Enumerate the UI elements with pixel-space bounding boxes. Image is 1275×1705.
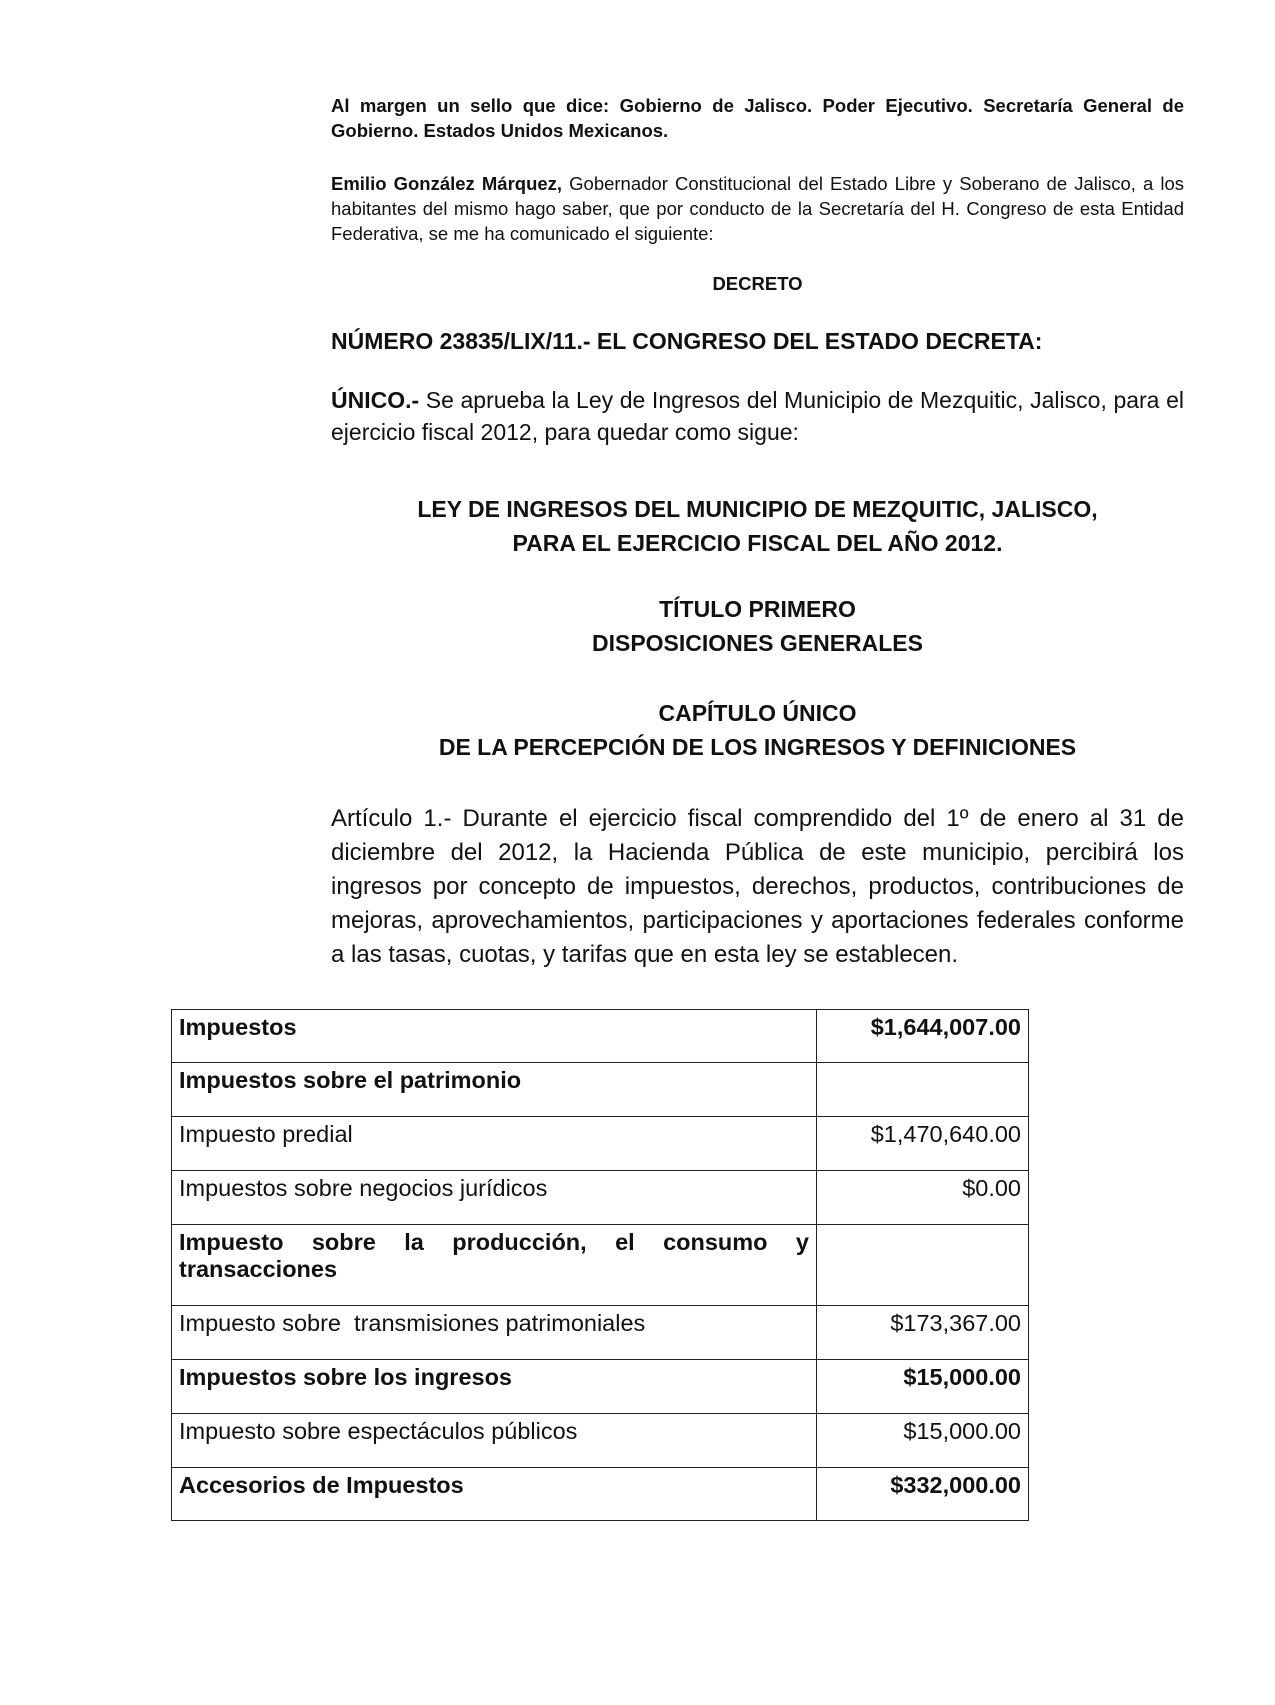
articulo-1: Artículo 1.- Durante el ejercicio fiscal comprendido del 1º de enero al 31 de diciembre del 2012, la Hacienda Pública de este municipio, percibirá los ingresos por concepto de impuestos, derechos, productos, contribuciones de mejoras, aprovechamientos, participaciones y aportaciones federales conforme a las tasas, cuotas, y tarifas que en esta ley se establecen. <box>331 805 1184 968</box>
margin-seal-note: Al margen un sello que dice: Gobierno de Jalisco. Poder Ejecutivo. Secretaría General de Gobierno. Estados Unidos Mexicanos. <box>331 95 1184 141</box>
law-title-line-1: LEY DE INGRESOS DEL MUNICIPIO DE MEZQUITIC, JALISCO, <box>417 496 1098 522</box>
row-amount: $1,470,640.00 <box>817 1117 1029 1171</box>
governor-paragraph <box>331 171 1184 246</box>
governor-text: Gobernador Constitucional del Estado Libre y Soberano de Jalisco, a los habitantes del mismo hago saber, que por conducto de la Secretaría del H. Congreso de esta Entidad Federativa, se me ha comunicado el siguiente: <box>331 173 1184 244</box>
row-amount: $0.00 <box>817 1171 1029 1225</box>
governor-name: Emilio González Márquez, <box>331 173 563 194</box>
row-amount <box>817 1225 1029 1306</box>
unico-paragraph <box>331 384 1184 448</box>
unico-label: ÚNICO.- <box>331 387 420 413</box>
row-amount: $15,000.00 <box>817 1360 1029 1414</box>
table-row <box>172 1468 1029 1521</box>
row-concept: Impuesto predial <box>172 1117 817 1171</box>
unico-text: Se aprueba la Ley de Ingresos del Municipio de Mezquitic, Jalisco, para el ejercicio fiscal 2012, para quedar como sigue: <box>331 387 1184 445</box>
row-concept-line-1: Impuesto sobre la producción, el consumo y <box>179 1229 809 1255</box>
titulo-line-2: DISPOSICIONES GENERALES <box>591 630 923 656</box>
law-title-line-2: PARA EL EJERCICIO FISCAL DEL AÑO 2012. <box>512 530 1003 556</box>
row-concept: Impuestos sobre negocios jurídicos <box>172 1171 817 1225</box>
table-row <box>172 1010 1029 1063</box>
titulo-line-1: TÍTULO PRIMERO <box>659 596 856 622</box>
decree-number: NÚMERO 23835/LIX/11.- EL CONGRESO DEL ESTADO DECRETA: <box>331 328 1043 354</box>
table-row <box>172 1171 1029 1225</box>
table-row <box>172 1360 1029 1414</box>
row-amount: $173,367.00 <box>817 1306 1029 1360</box>
row-amount <box>817 1063 1029 1117</box>
capitulo-line-2: DE LA PERCEPCIÓN DE LOS INGRESOS Y DEFINICIONES <box>438 734 1077 760</box>
row-concept: Impuestos sobre el patrimonio <box>172 1063 817 1117</box>
row-concept: Impuesto sobre espectáculos públicos <box>172 1414 817 1468</box>
row-concept <box>172 1225 817 1306</box>
table-row <box>172 1063 1029 1117</box>
row-concept: Impuestos <box>172 1010 817 1063</box>
row-concept: Impuesto sobre transmisiones patrimoniales <box>172 1306 817 1360</box>
row-concept: Accesorios de Impuestos <box>172 1468 817 1521</box>
row-amount: $15,000.00 <box>817 1414 1029 1468</box>
capitulo-line-1: CAPÍTULO ÚNICO <box>658 700 857 726</box>
table-row <box>172 1414 1029 1468</box>
row-amount: $332,000.00 <box>817 1468 1029 1521</box>
table-row <box>172 1225 1029 1306</box>
row-concept: Impuestos sobre los ingresos <box>172 1360 817 1414</box>
decree-label: DECRETO <box>712 273 803 294</box>
table-row <box>172 1117 1029 1171</box>
ingresos-table <box>171 1009 1029 1521</box>
row-concept-line-2: transacciones <box>179 1256 338 1282</box>
table-row <box>172 1306 1029 1360</box>
row-amount: $1,644,007.00 <box>817 1010 1029 1063</box>
